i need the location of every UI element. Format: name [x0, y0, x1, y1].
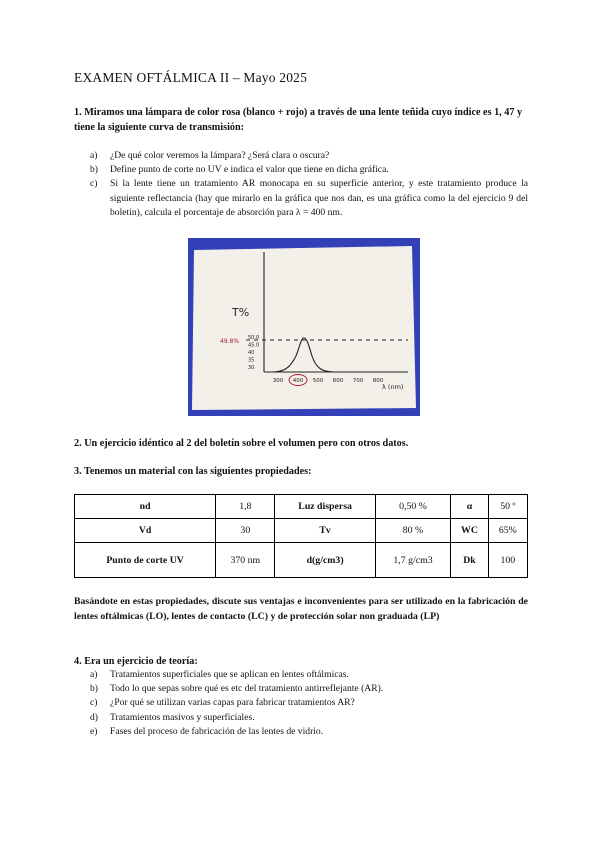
list-item — [90, 725, 528, 739]
y-marker-label: 49.8% — [220, 338, 240, 345]
list-item-label: a) — [90, 150, 98, 161]
table-cell: 30 — [216, 519, 275, 543]
table-cell: Vd — [75, 519, 216, 543]
list-item — [90, 177, 528, 220]
table-cell: Punto de corte UV — [75, 543, 216, 578]
y-tick-label: 35 — [248, 357, 255, 364]
question-3-heading: 3. Tenemos un material con las siguientes propiedades: — [74, 466, 312, 477]
list-item-text: Define punto de corte no UV e indica el valor que tiene en dicha gráfica. — [110, 164, 389, 176]
list-item-label: e) — [90, 725, 98, 737]
list-item-label: a) — [90, 669, 98, 680]
list-item-label: d) — [90, 711, 98, 723]
properties-table — [74, 494, 528, 578]
list-item-text: ¿De qué color veremos la lámpara? ¿Será clara o oscura? — [110, 150, 330, 161]
question-2-heading: 2. Un ejercicio idéntico al 2 del boletín sobre el volumen pero con otros datos. — [74, 438, 409, 449]
transmission-curve-sketch — [188, 238, 420, 416]
table-cell: 65% — [488, 519, 527, 543]
y-tick-label: 45.0 — [248, 342, 260, 349]
exam-title: EXAMEN OFTÁLMICA II – Mayo 2025 — [74, 70, 308, 85]
x-tick-label: 300 — [272, 378, 284, 384]
table-cell: WC — [451, 519, 488, 543]
list-item — [90, 711, 528, 725]
table-cell: 100 — [488, 543, 527, 578]
list-item-text: Tratamientos superficiales que se aplican en lentes oftálmicas. — [110, 669, 349, 680]
question-1-list — [90, 149, 528, 220]
table-cell: 1,7 g/cm3 — [375, 543, 451, 578]
list-item — [90, 163, 528, 177]
x-tick-label: 500 — [312, 378, 324, 384]
y-tick-label: 50.0 — [248, 335, 260, 341]
list-item-label: c) — [90, 697, 98, 709]
table-cell: Tv — [275, 519, 375, 543]
list-item-label: b) — [90, 683, 98, 695]
transmission-curve-photo — [188, 238, 420, 416]
table-cell: Dk — [451, 543, 488, 578]
table-row — [75, 543, 528, 578]
table-cell: d(g/cm3) — [275, 543, 375, 578]
list-item — [90, 668, 528, 682]
table-row — [75, 495, 528, 519]
table-cell: 0,50 % — [375, 495, 451, 519]
list-item-text: Si la lente tiene un tratamiento AR monocapa en su superficie anterior, y este tratamiento produce la siguiente reflectancia (hay que mirarlo en la gráfica que nos dan, es una gráfica como la del ejercicio 9 del boletín), calcula el porcentaje de absorción para λ = 400 nm. — [110, 178, 528, 218]
table-cell: α — [451, 495, 488, 519]
x-tick-label: 600 — [332, 378, 344, 384]
x-tick-label: 800 — [372, 378, 384, 384]
list-item-text: Tratamientos masivos y superficiales. — [110, 711, 255, 723]
question-1-heading: 1. Miramos una lámpara de color rosa (blanco + rojo) a través de una lente teñida cuyo índice es 1, 47 y tiene la siguiente curva de transmisión: — [74, 107, 523, 133]
table-cell: 1,8 — [216, 495, 275, 519]
y-tick-label: 40 — [248, 350, 255, 356]
x-tick-label: 700 — [352, 378, 364, 384]
question-4-list — [90, 668, 528, 739]
table-cell: nd — [75, 495, 216, 519]
list-item-label: c) — [90, 178, 98, 190]
table-cell: 370 nm — [216, 543, 275, 578]
table-cell: 80 % — [375, 519, 451, 543]
table-row — [75, 519, 528, 543]
list-item-label: b) — [90, 164, 98, 176]
question-3-discussion: Basándote en estas propiedades, discute sus ventajas e inconvenientes para ser utilizado en la fabricación de lentes oftálmicas (LO), lentes de contacto (LC) y de protección solar non graduada (LP) — [74, 596, 528, 622]
list-item-text: Todo lo que sepas sobre qué es etc del tratamiento antirreflejante (AR). — [110, 683, 384, 695]
x-axis-label: λ (nm) — [382, 383, 404, 391]
y-tick-label: 30 — [248, 365, 255, 371]
table-cell: Luz dispersa — [275, 495, 375, 519]
list-item — [90, 696, 528, 710]
list-item-text: Fases del proceso de fabricación de las lentes de vidrio. — [110, 725, 324, 737]
table-cell: 50 º — [488, 495, 527, 519]
x-tick-label: 400 — [292, 378, 304, 384]
list-item — [90, 682, 528, 696]
y-axis-label: T% — [232, 306, 250, 319]
list-item-text: ¿Por qué se utilizan varias capas para fabricar tratamientos AR? — [110, 697, 355, 709]
question-4-heading: 4. Era un ejercicio de teoría: — [74, 656, 198, 667]
list-item — [90, 149, 528, 163]
